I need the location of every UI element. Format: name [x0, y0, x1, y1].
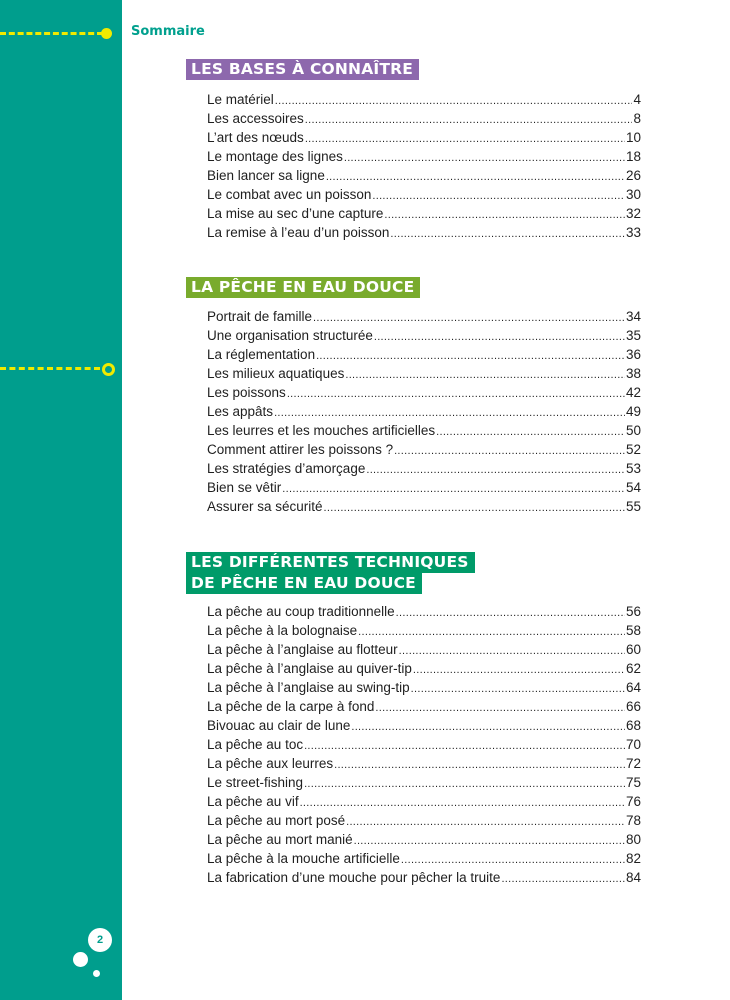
toc-entry-label: Les leurres et les mouches artificielles: [207, 423, 436, 438]
toc-entry[interactable]: [207, 440, 641, 459]
toc-entry[interactable]: [207, 811, 641, 830]
toc-entry[interactable]: [207, 421, 641, 440]
section-title-techniques: [186, 552, 475, 594]
toc-entry-label: La pêche de la carpe à fond: [207, 699, 375, 714]
dot-leader: [300, 792, 625, 813]
toc-entry-page: 18: [625, 149, 641, 164]
dot-leader: [374, 326, 625, 347]
toc-entry-page: 66: [625, 699, 641, 714]
dashed-line-top: [0, 32, 103, 35]
section-title-eau-douce: [186, 277, 420, 298]
section-title-line: LA PÊCHE EN EAU DOUCE: [186, 277, 420, 298]
dot-leader: [436, 421, 625, 442]
toc-entry-page: 36: [625, 347, 641, 362]
side-band: [0, 0, 122, 1000]
dot-leader: [354, 830, 625, 851]
dot-leader: [351, 716, 625, 737]
dot-leader: [501, 868, 625, 889]
toc-entry-label: La pêche aux leurres: [207, 756, 334, 771]
dot-leader: [305, 128, 625, 149]
dot-leader: [411, 678, 625, 699]
section-title-line: DE PÊCHE EN EAU DOUCE: [186, 573, 422, 594]
toc-entry[interactable]: [207, 307, 641, 326]
toc-entry-page: 60: [625, 642, 641, 657]
toc-entry-label: Portrait de famille: [207, 309, 313, 324]
toc-entry-page: 54: [625, 480, 641, 495]
toc-entry[interactable]: [207, 345, 641, 364]
toc-entry[interactable]: [207, 659, 641, 678]
toc-entry-label: Assurer sa sécurité: [207, 499, 323, 514]
ring-marker: [102, 363, 115, 376]
toc-entry-label: La mise au sec d’une capture: [207, 206, 384, 221]
toc-entry-label: La pêche au vif: [207, 794, 299, 809]
toc-entry-label: Le matériel: [207, 92, 274, 107]
toc-list-techniques: [207, 602, 641, 887]
dot-leader: [413, 659, 625, 680]
toc-entry-page: 52: [625, 442, 641, 457]
dot-leader: [366, 459, 625, 480]
toc-entry-label: La réglementation: [207, 347, 316, 362]
toc-entry-page: 62: [625, 661, 641, 676]
toc-entry[interactable]: [207, 166, 641, 185]
toc-entry[interactable]: [207, 223, 641, 242]
toc-entry-page: 33: [625, 225, 641, 240]
dot-leader: [275, 90, 633, 111]
toc-entry-label: Les milieux aquatiques: [207, 366, 345, 381]
toc-list-bases: [207, 90, 641, 242]
toc-entry-page: 58: [625, 623, 641, 638]
toc-entry[interactable]: [207, 697, 641, 716]
dot-leader: [287, 383, 625, 404]
toc-entry[interactable]: [207, 830, 641, 849]
toc-entry-label: Une organisation structurée: [207, 328, 373, 343]
toc-entry-label: La fabrication d’une mouche pour pêcher la truite: [207, 870, 501, 885]
toc-entry-page: 56: [625, 604, 641, 619]
page-number: 2: [88, 928, 112, 952]
toc-entry-label: La pêche au mort posé: [207, 813, 346, 828]
toc-entry[interactable]: [207, 792, 641, 811]
toc-entry[interactable]: [207, 478, 641, 497]
toc-entry-label: Le combat avec un poisson: [207, 187, 372, 202]
toc-entry-page: 78: [625, 813, 641, 828]
toc-entry-label: Le montage des lignes: [207, 149, 343, 164]
dot-leader: [345, 364, 625, 385]
dot-leader: [390, 223, 625, 244]
toc-entry-label: La pêche au coup traditionnelle: [207, 604, 395, 619]
toc-entry-label: Les appâts: [207, 404, 274, 419]
toc-entry[interactable]: [207, 678, 641, 697]
bubble-decoration: [93, 970, 100, 977]
toc-entry-page: 76: [625, 794, 641, 809]
toc-list-eau-douce: [207, 307, 641, 516]
toc-entry-label: La pêche à la mouche artificielle: [207, 851, 400, 866]
section-title-line: LES BASES À CONNAÎTRE: [186, 59, 419, 80]
toc-entry-page: 75: [625, 775, 641, 790]
toc-entry-page: 4: [633, 92, 641, 107]
sommaire-heading: Sommaire: [131, 24, 205, 39]
toc-entry[interactable]: [207, 773, 641, 792]
dot-leader: [346, 811, 625, 832]
dot-leader: [384, 204, 625, 225]
toc-entry-page: 26: [625, 168, 641, 183]
toc-entry-label: Le street-fishing: [207, 775, 304, 790]
toc-entry-page: 35: [625, 328, 641, 343]
toc-entry[interactable]: [207, 402, 641, 421]
toc-entry[interactable]: [207, 383, 641, 402]
dot-marker: [101, 28, 112, 39]
toc-entry-page: 53: [625, 461, 641, 476]
toc-entry[interactable]: [207, 364, 641, 383]
toc-entry[interactable]: [207, 602, 641, 621]
toc-entry-page: 38: [625, 366, 641, 381]
toc-entry-page: 72: [625, 756, 641, 771]
toc-entry-page: 84: [625, 870, 641, 885]
toc-entry-page: 49: [625, 404, 641, 419]
toc-entry-label: Les poissons: [207, 385, 286, 400]
toc-entry[interactable]: [207, 849, 641, 868]
toc-entry[interactable]: [207, 128, 641, 147]
toc-entry-label: Bivouac au clair de lune: [207, 718, 351, 733]
section-title-bases: [186, 59, 419, 80]
toc-entry-label: Les stratégies d’amorçage: [207, 461, 366, 476]
toc-entry-page: 68: [625, 718, 641, 733]
toc-entry-page: 64: [625, 680, 641, 695]
toc-entry-page: 55: [625, 499, 641, 514]
dashed-line-middle: [0, 367, 100, 370]
dot-leader: [324, 497, 625, 518]
toc-entry-label: La pêche à l’anglaise au quiver-tip: [207, 661, 412, 676]
dot-leader: [305, 109, 633, 130]
dot-leader: [375, 697, 625, 718]
toc-entry[interactable]: [207, 868, 641, 887]
dot-leader: [282, 478, 625, 499]
toc-entry[interactable]: [207, 147, 641, 166]
toc-entry[interactable]: [207, 90, 641, 109]
dot-leader: [344, 147, 625, 168]
toc-entry[interactable]: [207, 204, 641, 223]
dot-leader: [326, 166, 625, 187]
dot-leader: [274, 402, 625, 423]
toc-entry[interactable]: [207, 640, 641, 659]
toc-entry-label: La pêche au toc: [207, 737, 304, 752]
bubble-decoration: [73, 952, 88, 967]
toc-entry[interactable]: [207, 109, 641, 128]
toc-entry-page: 30: [625, 187, 641, 202]
toc-entry-label: Comment attirer les poissons ?: [207, 442, 394, 457]
dot-leader: [304, 735, 625, 756]
dot-leader: [394, 440, 625, 461]
section-title-line: LES DIFFÉRENTES TECHNIQUES: [186, 552, 475, 573]
dot-leader: [399, 640, 625, 661]
dot-leader: [334, 754, 625, 775]
dot-leader: [313, 307, 625, 328]
toc-entry-label: La pêche au mort manié: [207, 832, 353, 847]
toc-entry[interactable]: [207, 326, 641, 345]
toc-entry-label: La remise à l’eau d’un poisson: [207, 225, 390, 240]
toc-entry[interactable]: [207, 621, 641, 640]
toc-entry-page: 10: [625, 130, 641, 145]
toc-entry-label: Les accessoires: [207, 111, 304, 126]
toc-entry[interactable]: [207, 497, 641, 516]
toc-entry-label: La pêche à l’anglaise au flotteur: [207, 642, 398, 657]
toc-entry-page: 80: [625, 832, 641, 847]
toc-entry[interactable]: [207, 754, 641, 773]
toc-entry-label: Bien lancer sa ligne: [207, 168, 325, 183]
toc-entry-label: Bien se vêtir: [207, 480, 282, 495]
dot-leader: [304, 773, 625, 794]
toc-entry[interactable]: [207, 716, 641, 735]
toc-entry-page: 34: [625, 309, 641, 324]
toc-entry[interactable]: [207, 459, 641, 478]
toc-entry-page: 70: [625, 737, 641, 752]
dot-leader: [396, 602, 625, 623]
dot-leader: [316, 345, 625, 366]
toc-entry-page: 8: [633, 111, 641, 126]
toc-entry-label: L’art des nœuds: [207, 130, 304, 145]
toc-entry-label: La pêche à l’anglaise au swing-tip: [207, 680, 410, 695]
toc-entry-page: 32: [625, 206, 641, 221]
dot-leader: [401, 849, 625, 870]
toc-entry-page: 42: [625, 385, 641, 400]
toc-entry-page: 50: [625, 423, 641, 438]
toc-entry-page: 82: [625, 851, 641, 866]
toc-entry-label: La pêche à la bolognaise: [207, 623, 358, 638]
toc-entry[interactable]: [207, 185, 641, 204]
dot-leader: [358, 621, 625, 642]
dot-leader: [372, 185, 625, 206]
toc-entry[interactable]: [207, 735, 641, 754]
